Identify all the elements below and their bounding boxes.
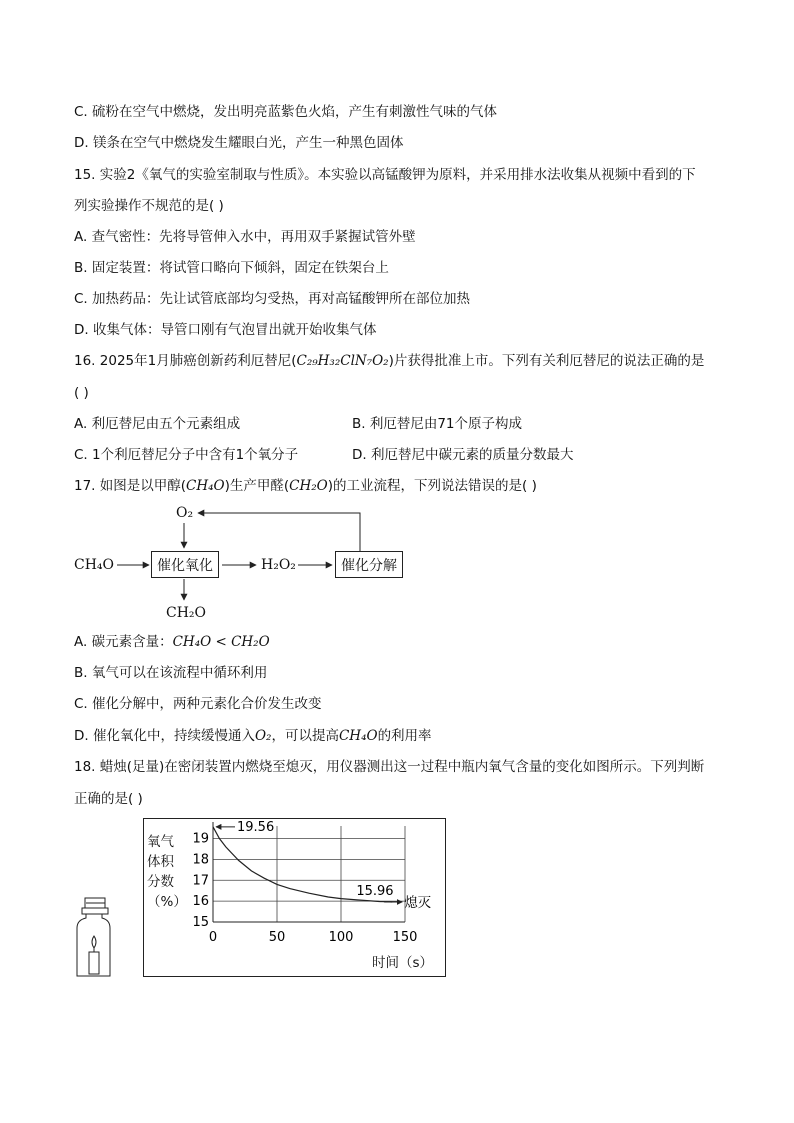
q17-formula-2: CH₂O xyxy=(289,478,328,494)
q16-stem-pre: 16. 2025年1月肺癌创新药利厄替尼( xyxy=(74,353,297,369)
q17-option-c: C. 催化分解中，两种元素化合价发生改变 xyxy=(74,696,322,712)
q17-stem-c: )的工业流程，下列说法错误的是( ) xyxy=(327,478,537,494)
q17-option-d xyxy=(74,727,432,745)
q15-option-b: B. 固定装置：将试管口略向下倾斜，固定在铁架台上 xyxy=(74,260,389,276)
flow-box-catalytic-oxidation: 催化氧化 xyxy=(151,551,219,578)
q16-option-b: B. 利厄替尼由71个原子构成 xyxy=(352,416,523,432)
q17-option-a-formula: CH₄O < CH₂O xyxy=(172,634,270,650)
q17-option-d-formula-2: CH₄O xyxy=(338,728,378,744)
q17-stem xyxy=(74,477,537,495)
flow-o2-label: O₂ xyxy=(176,505,194,521)
flow-h2o2-label: H₂O₂ xyxy=(261,557,296,573)
y-tick-label: 17 xyxy=(192,873,209,889)
end-annotation-extinguish-label: 熄灭 xyxy=(404,894,432,911)
chart-ylabel-line: （%） xyxy=(147,894,187,910)
q14-option-d: D. 镁条在空气中燃烧发生耀眼白光，产生一种黑色固体 xyxy=(74,135,404,151)
q16-stem-line1 xyxy=(74,352,704,370)
q16-option-a: A. 利厄替尼由五个元素组成 xyxy=(74,416,241,432)
arrow-decomposition-to-o2 xyxy=(198,513,360,552)
q15-stem-line1: 15. 实验2《氧气的实验室制取与性质》。本实验以高锰酸钾为原料，并采用排水法收集从视频中看到的下 xyxy=(74,167,696,183)
flow-ch2o-label: CH₂O xyxy=(166,605,207,621)
x-tick-label: 100 xyxy=(328,930,354,945)
x-tick-label: 150 xyxy=(392,930,418,945)
q16-stem-post: )片获得批准上市。下列有关利厄替尼的说法正确的是 xyxy=(388,353,705,369)
q16-stem-line2: ( ) xyxy=(74,385,89,401)
q15-option-a: A. 查气密性：先将导管伸入水中，再用双手紧握试管外壁 xyxy=(74,229,416,245)
q17-option-b: B. 氧气可以在该流程中循环利用 xyxy=(74,665,268,681)
y-tick-label: 18 xyxy=(192,852,209,868)
start-annotation-label: 19.56 xyxy=(237,819,275,835)
jar-icon xyxy=(77,898,110,976)
q18-stem-line2: 正确的是( ) xyxy=(74,791,143,807)
q17-stem-b: )生产甲醛( xyxy=(224,478,290,494)
q17-option-d-formula-1: O₂ xyxy=(254,728,272,744)
q17-option-d-post: 的利用率 xyxy=(377,728,432,744)
y-tick-label: 16 xyxy=(192,894,209,910)
q16-formula: C₂₉H₃₂ClN₇O₂ xyxy=(296,353,389,369)
q17-option-a xyxy=(74,633,270,651)
candle-icon xyxy=(89,936,99,974)
q17-option-d-pre: D. 催化氧化中，持续缓慢通入 xyxy=(74,728,255,744)
y-tick-label: 19 xyxy=(192,831,209,847)
q17-option-d-mid: ，可以提高 xyxy=(271,728,339,744)
flow-box-catalytic-decomposition: 催化分解 xyxy=(335,551,403,578)
x-tick-label: 50 xyxy=(268,930,286,945)
q16-option-d: D. 利厄替尼中碳元素的质量分数最大 xyxy=(352,447,574,463)
q18-stem-line1: 18. 蜡烛(足量)在密闭装置内燃烧至熄灭，用仪器测出这一过程中瓶内氧气含量的变化如图所示。下列判断 xyxy=(74,759,705,775)
q17-option-a-text: A. 碳元素含量： xyxy=(74,634,173,650)
chart-ylabel-line: 分数 xyxy=(147,874,174,890)
q17-stem-a: 17. 如图是以甲醇( xyxy=(74,478,187,494)
q16-option-c: C. 1个利厄替尼分子中含有1个氧分子 xyxy=(74,447,299,463)
q17-formula-1: CH₄O xyxy=(186,478,225,494)
q15-option-d: D. 收集气体：导管口刚有气泡冒出就开始收集气体 xyxy=(74,322,377,338)
chart-xlabel: 时间（s） xyxy=(372,955,434,971)
end-annotation-label: 15.96 xyxy=(356,883,394,899)
q14-option-c: C. 硫粉在空气中燃烧，发出明亮蓝紫色火焰，产生有刺激性气味的气体 xyxy=(74,104,498,120)
y-tick-label: 15 xyxy=(192,915,209,930)
chart-ylabel-line: 氧气 xyxy=(147,834,174,850)
chart-ylabel-line: 体积 xyxy=(147,854,174,870)
flow-ch4o-label: CH₄O xyxy=(74,557,115,573)
x-tick-label: 0 xyxy=(208,930,218,945)
q15-stem-line2: 列实验操作不规范的是( ) xyxy=(74,198,224,214)
q15-option-c: C. 加热药品：先让试管底部均匀受热，再对高锰酸钾所在部位加热 xyxy=(74,291,471,307)
chart-ylabel xyxy=(147,832,187,912)
